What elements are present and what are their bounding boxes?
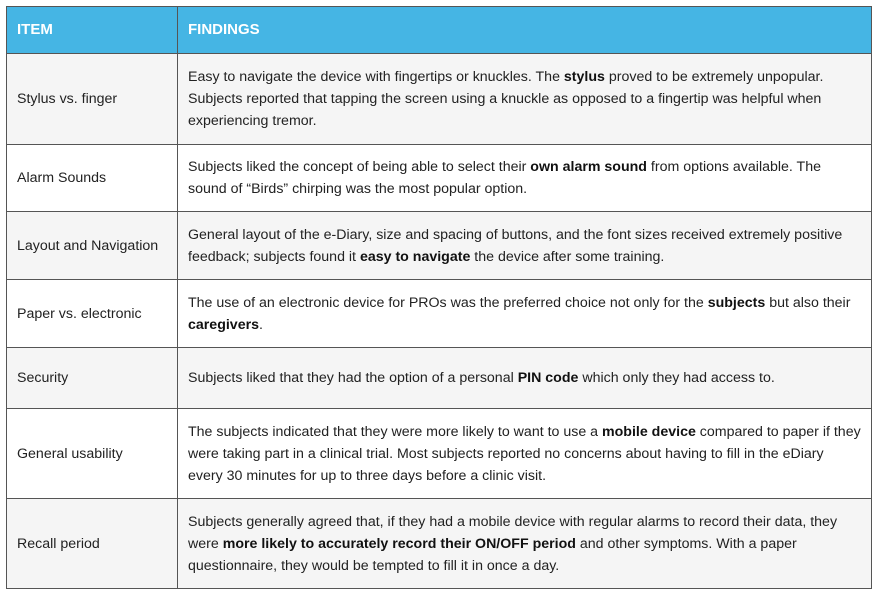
table-row bbox=[7, 280, 872, 348]
table-row bbox=[7, 348, 872, 409]
item-cell: Paper vs. electronic bbox=[7, 280, 178, 348]
bold-text: more likely to accurately record their ON/OFF period bbox=[222, 535, 576, 552]
text-segment: Subjects liked that they had the option of a personal bbox=[188, 370, 518, 386]
text-segment: the device after some training. bbox=[470, 248, 665, 265]
text-segment: The subjects indicated that they were more likely to want to use a bbox=[188, 423, 603, 440]
item-cell: Recall period bbox=[7, 499, 178, 589]
table-header-row bbox=[7, 7, 872, 54]
findings-cell bbox=[178, 348, 872, 409]
findings-cell bbox=[178, 409, 872, 499]
bold-text: stylus bbox=[563, 69, 605, 85]
bold-text: easy to navigate bbox=[359, 248, 471, 265]
findings-cell bbox=[178, 54, 872, 145]
text-segment: which only they had access to. bbox=[578, 370, 775, 386]
text-segment: from options available. The sound of “Birds” chirping was the most popular option. bbox=[188, 159, 821, 197]
item-cell: Alarm Sounds bbox=[7, 145, 178, 212]
findings-cell bbox=[178, 280, 872, 348]
table-row bbox=[7, 54, 872, 145]
bold-text: own alarm sound bbox=[530, 159, 647, 175]
bold-text: caregivers bbox=[188, 316, 259, 333]
text-segment: and other symptoms. With a paper questionnaire, they would be tempted to fill it in once a day. bbox=[188, 535, 797, 574]
text-segment: compared to paper if they were taking part in a clinical trial. Most subjects reported no concerns about having to fill in the eDiary every 30 minutes for up to three days before a clinic visit. bbox=[188, 423, 861, 484]
table-row bbox=[7, 212, 872, 280]
findings-cell bbox=[178, 212, 872, 280]
findings-cell bbox=[178, 145, 872, 212]
item-cell: Stylus vs. finger bbox=[7, 54, 178, 145]
header-findings: FINDINGS bbox=[178, 7, 872, 54]
text-segment: . bbox=[259, 316, 263, 333]
text-segment: Subjects liked the concept of being able to select their bbox=[188, 159, 531, 175]
text-segment: Subjects generally agreed that, if they had a mobile device with regular alarms to record their data, they were bbox=[188, 513, 838, 552]
text-segment: proved to be extremely unpopular. Subjects reported that tapping the screen using a knuckle as opposed to a fingertip was helpful when experiencing tremor. bbox=[188, 69, 824, 129]
table-row bbox=[7, 409, 872, 499]
text-segment: but also their bbox=[765, 294, 851, 311]
bold-text: PIN code bbox=[517, 370, 579, 386]
table-row bbox=[7, 145, 872, 212]
findings-cell bbox=[178, 499, 872, 589]
findings-table bbox=[6, 6, 872, 589]
bold-text: subjects bbox=[707, 294, 766, 311]
item-cell: Layout and Navigation bbox=[7, 212, 178, 280]
header-item: ITEM bbox=[7, 7, 178, 54]
text-segment: The use of an electronic device for PROs was the preferred choice not only for the bbox=[188, 294, 708, 311]
bold-text: mobile device bbox=[602, 423, 696, 440]
item-cell: Security bbox=[7, 348, 178, 409]
text-segment: Easy to navigate the device with fingertips or knuckles. The bbox=[188, 69, 564, 85]
text-segment: General layout of the e-Diary, size and spacing of buttons, and the font sizes received extremely positive feedback; subjects found it bbox=[188, 226, 843, 265]
item-cell: General usability bbox=[7, 409, 178, 499]
table-row bbox=[7, 499, 872, 589]
